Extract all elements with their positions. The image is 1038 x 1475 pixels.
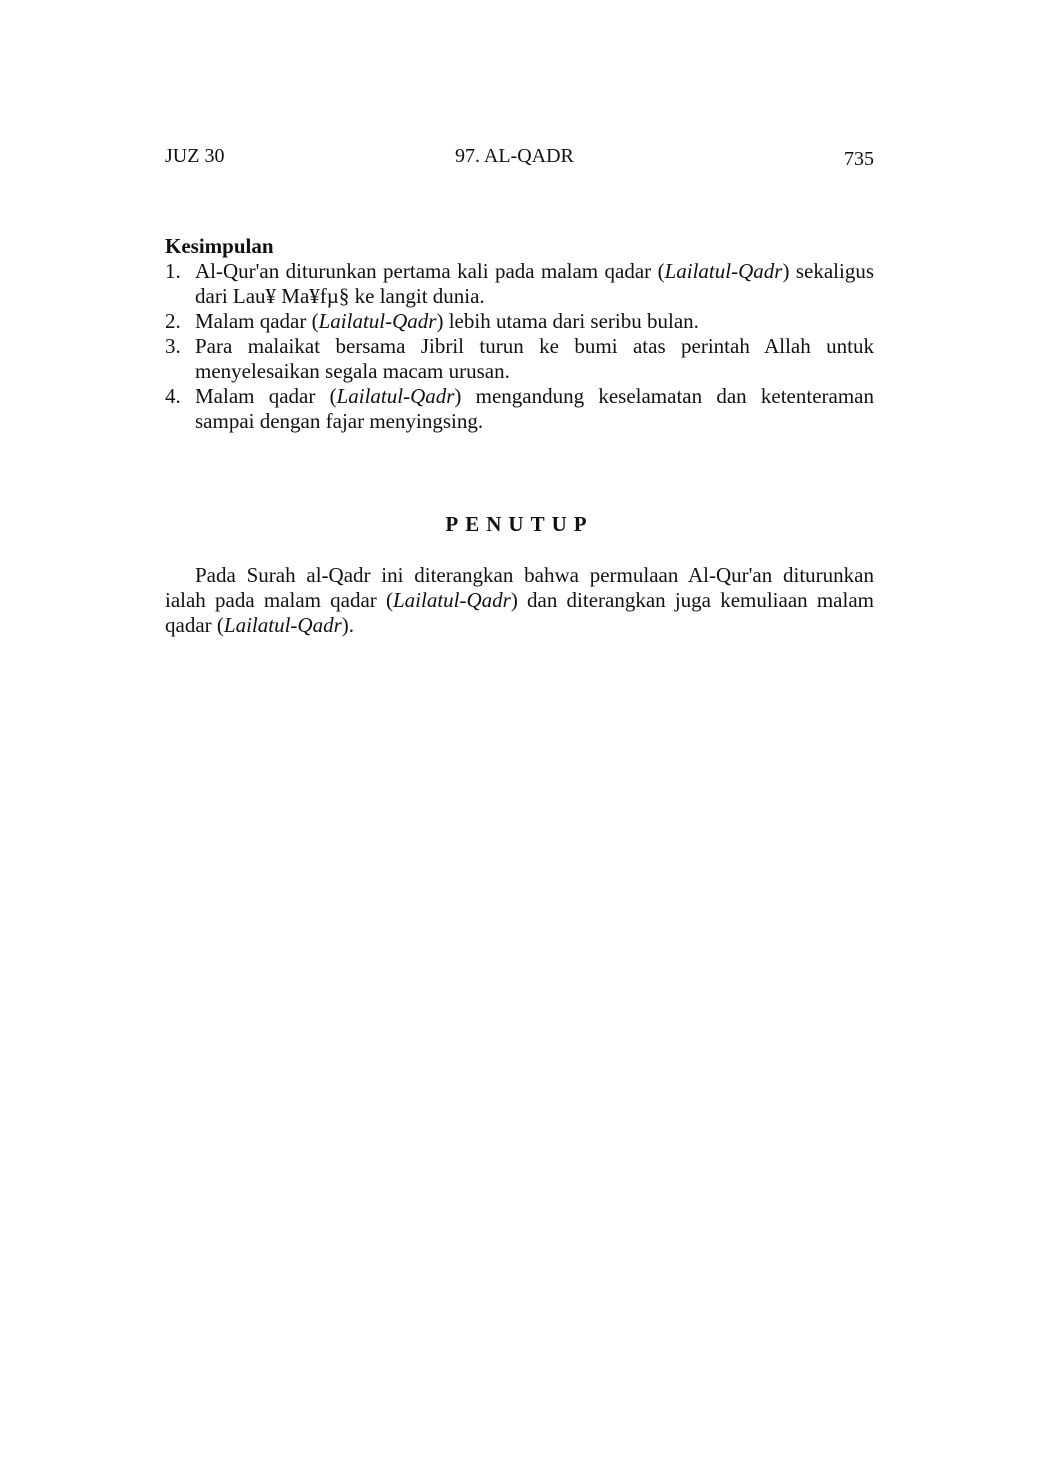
closing-title: PENUTUP <box>445 512 594 536</box>
page-number: 735 <box>844 148 874 170</box>
list-item-number: 4. <box>165 384 181 408</box>
list-item-text: Al-Qur'an diturunkan pertama kali pada malam qadar (Lailatul-Qadr) sekaligus dari Lau¥ Ma¥fµ§ ke langit dunia. <box>195 259 874 308</box>
list-item <box>165 384 874 434</box>
conclusion-title: Kesimpulan <box>165 234 274 258</box>
list-item-text: Malam qadar (Lailatul-Qadr) mengandung keselamatan dan ketenteraman sampai dengan fajar menyingsing. <box>195 384 874 433</box>
list-item <box>165 309 874 334</box>
list-item <box>165 334 874 384</box>
list-item-text: Malam qadar (Lailatul-Qadr) lebih utama dari seribu bulan. <box>195 309 699 333</box>
juz-label: JUZ 30 <box>165 145 225 167</box>
list-item-text: Para malaikat bersama Jibril turun ke bumi atas perintah Allah untuk menyelesaikan segala macam urusan. <box>195 334 874 383</box>
closing-paragraph: Pada Surah al-Qadr ini diterangkan bahwa permulaan Al-Qur'an diturunkan ialah pada malam qadar (Lailatul-Qadr) dan diterangkan juga kemuliaan malam qadar (Lailatul-Qadr). <box>165 563 874 637</box>
conclusion-list <box>165 259 874 434</box>
list-item-number: 2. <box>165 309 181 333</box>
page-header <box>165 145 874 173</box>
conclusion-section <box>165 234 874 434</box>
surah-title: 97. AL-QADR <box>455 145 574 167</box>
list-item-number: 3. <box>165 334 181 358</box>
list-item-number: 1. <box>165 259 181 283</box>
list-item <box>165 259 874 309</box>
